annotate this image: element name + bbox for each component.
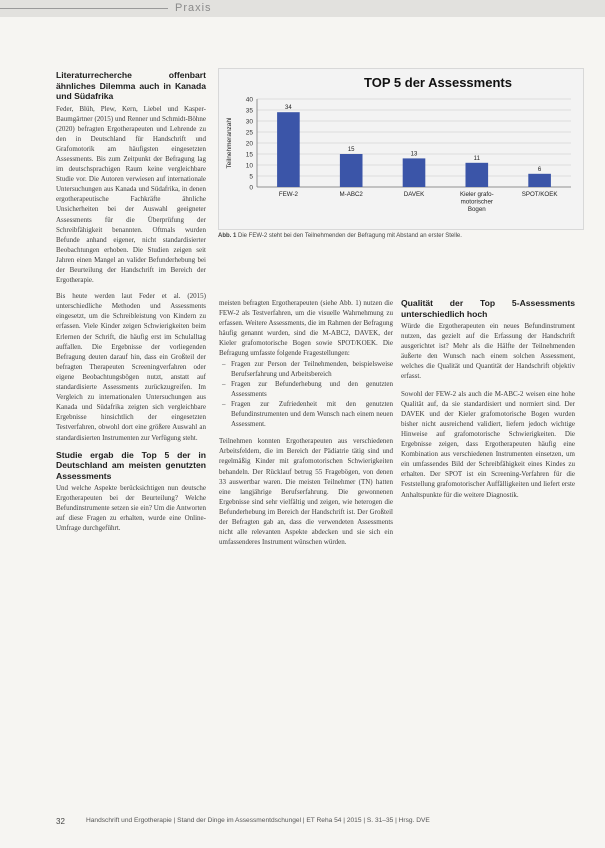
bar — [277, 112, 300, 187]
question-list — [219, 359, 393, 430]
x-tick-label: DAVEK — [403, 191, 425, 198]
x-tick-label: M-ABC2 — [339, 191, 363, 198]
y-tick-label: 20 — [245, 140, 253, 148]
middle-column — [219, 298, 393, 547]
data-label: 11 — [473, 155, 480, 162]
mid-paragraph-2: Teilnehmen konnten Ergotherapeuten aus verschiedenen Arbeitsfeldern, die im Bereich der Pädiatrie tätig sind und regelmäßig Kinder mit grafomotorischen Schwierigkeiten behandeln. Der Rücklauf betrug 55 Fragebögen, von denen 33 auswertbar waren. Die meisten Teilnehmer (TN) hatten eine langjährige Berufserfahrung. Die gewonnenen Ergebnisse sind sehr vielfältig und zeigen, wie heterogen die Befunderhebung im Bereich der Handschrift ist. Der Großteil der Befragten gab an, dass die verwendeten Assessments nicht alle relevanten Aspekte abdecken und sie sich ein umfassenderes Instrument wünschen würden. — [219, 437, 393, 547]
y-tick-label: 0 — [249, 184, 253, 192]
chart-svg — [219, 69, 583, 229]
data-label: 15 — [347, 147, 355, 153]
y-tick-label: 15 — [245, 151, 253, 159]
x-tick-label: FEW-2 — [278, 191, 298, 198]
y-tick-label: 30 — [245, 118, 253, 126]
chart-title: TOP 5 der Assessments — [364, 75, 512, 90]
left-paragraph-1: Feder, Blüh, Plew, Kern, Liebel und Kasper-Baumgärtner (2015) und Renner und Schmidt-Böhne (2020) befragten Ergotherapeuten und Lehrende zu den in Deutschland für Handschrift und Grafomotorik am häufigsten eingesetzten Assessments. Bis zum Zeitpunkt der Befragung lag im deutschsprachigen Raum keine vergleichbare Studie vor. Die Autoren verwiesen auf internationale Untersuchungen aus Kanada und Südafrika, in denen ergotherapeutische Fachkräfte ähnliche Unsicherheiten bei der Auswahl geeigneter Assessments für die Überprüfung der Schreibfähigkeit benannten. Oftmals wurden Befunde anhand eigener, nicht standardisierter Beobachtungen erhoben. Die Studien zeigen seit Jahren einen Mangel an valider Befunderhebung bei der Beurteilung der Handschrift im Bereich der Ergotherapie. — [56, 104, 206, 285]
heading-top5-study: Studie ergab die Top 5 der in Deutschland am meisten genutzten Assessments — [56, 449, 206, 481]
x-tick-label: Kieler grafo- — [459, 191, 494, 198]
y-tick-label: 35 — [245, 107, 253, 115]
left-paragraph-3: Und welche Aspekte berücksichtigen nun deutsche Ergotherapeuten bei der Beurteilung? Welche Befundinstrumente setzen sie ein? Um die Antworten auf diese Fragen zu erhalten, wurde eine Online-Umfrage durchgeführt. — [56, 484, 206, 533]
header-rule — [0, 8, 168, 9]
bar — [340, 154, 363, 187]
data-label: 6 — [537, 166, 542, 173]
figure-caption — [218, 232, 582, 240]
right-paragraph-2: Sowohl der FEW-2 als auch die M-ABC-2 weisen eine hohe Qualität auf, da sie standardisiert und normiert sind. Der DAVEK und der Kieler grafomotorische Bogen wurden bisher nicht ausreichend validiert, liefern jedoch wichtige Hinweise auf grafomotorische Schwierigkeiten. Die Ergebnisse zeigen, dass Ergotherapeuten häufig eine Kombination aus verschiedenen Instrumenten einsetzen, um ein umfassendes Bild der Schreibfähigkeit eines Kindes zu erhalten. Der SPOT ist ein Screening-Verfahren für die Feststellung grafomotorischer Auffälligkeiten und liefert erste Anhaltspunkte für die weitere Diagnostik. — [401, 389, 575, 499]
bar — [403, 158, 426, 187]
y-axis-label: Teilnehmeranzahl — [226, 117, 233, 169]
data-label: 13 — [410, 151, 418, 158]
heading-literature: Literaturrecherche offenbart ähnliches Dilemma auch in Kanada und Südafrika — [56, 70, 206, 101]
y-tick-label: 40 — [245, 96, 253, 104]
assessments-chart — [218, 68, 584, 230]
section-label: Praxis — [175, 2, 212, 14]
page-header — [0, 0, 605, 17]
y-tick-label: 25 — [245, 129, 253, 137]
page-number: 32 — [56, 817, 65, 826]
right-paragraph-1: Würde die Ergotherapeuten ein neues Befundinstrument nutzen, das gezielt auf die Erfassung der Handschrift ausgerichtet ist? Mehr als die Hälfte der Teilnehmenden äußerte den Wunsch nach einem solchen Assessment, welches die Qualität und Quantität der Handschrift objektiv erfasst. — [401, 322, 575, 381]
caption-label: Abb. 1 — [218, 233, 237, 239]
mid-paragraph-1: meisten befragten Ergotherapeuten (siehe Abb. 1) nutzen die FEW-2 als Testverfahren, um die visuelle Wahrnehmung zu erfassen. Weitere Assessments, die im Rahmen der Befragung häufig genannt wurden, sind die M-ABC2, DAVEK, der Kieler grafomotorische Bogen sowie SPOT/KOEK. Die Befragung umfasste folgende Fragestellungen: — [219, 299, 393, 358]
heading-quality: Qualität der Top 5-Assessments unterschiedlich hoch — [401, 298, 575, 319]
footer-reference: Handschrift und Ergotherapie | Stand der Dinge im Assessmentdschungel | ET Reha 54 | 2015 | S. 31–35 | Hrsg. DVE — [86, 817, 430, 824]
y-tick-label: 5 — [249, 173, 253, 181]
x-tick-label: SPOT/KOEK — [521, 191, 558, 198]
question-item: – Fragen zur Zufriedenheit mit den genutzten Befundinstrumenten und dem Wunsch nach einem neuen Assessment. — [231, 399, 393, 429]
question-item: – Fragen zur Befunderhebung und den genutzten Assessments — [231, 379, 393, 399]
x-tick-label: Bogen — [467, 206, 486, 213]
y-tick-label: 10 — [245, 162, 253, 170]
page-footer — [0, 814, 605, 830]
right-column — [401, 298, 575, 500]
question-item: – Fragen zur Person der Teilnehmenden, beispielsweise Berufserfahrung und Arbeitsbereich — [231, 359, 393, 379]
left-column — [56, 70, 206, 534]
bar — [465, 163, 488, 187]
data-label: 34 — [285, 105, 292, 112]
left-paragraph-2: Bis heute werden laut Feder et al. (2015) unterschiedliche Methoden und Assessments eingesetzt, um die Schreibleistung von Kindern zu erfassen. Viele Kinder zeigen Schwierigkeiten beim Erlernen der Schrift, die häufig erst im Schulalltag auffallen. Die Ergebnisse der vorliegenden Befragung deuten darauf hin, dass ein Großteil der befragten Therapeuten Screeningverfahren oder eigene Beobachtungsbögen nutzt, anstatt auf standardisierte Assessments zurückzugreifen. Im Vergleich zu internationalen Untersuchungen aus Kanada und Südafrika zeigten sich vergleichbare Ergebnisse hinsichtlich der eingesetzten Testverfahren, obwohl dort eine größere Auswahl an standardisierten Instrumenten zur Verfügung steht. — [56, 292, 206, 442]
caption-text: Die FEW-2 steht bei den Teilnehmenden der Befragung mit Abstand an erster Stelle. — [238, 233, 462, 239]
bar — [528, 174, 551, 187]
x-tick-label: motorischer — [460, 198, 493, 206]
